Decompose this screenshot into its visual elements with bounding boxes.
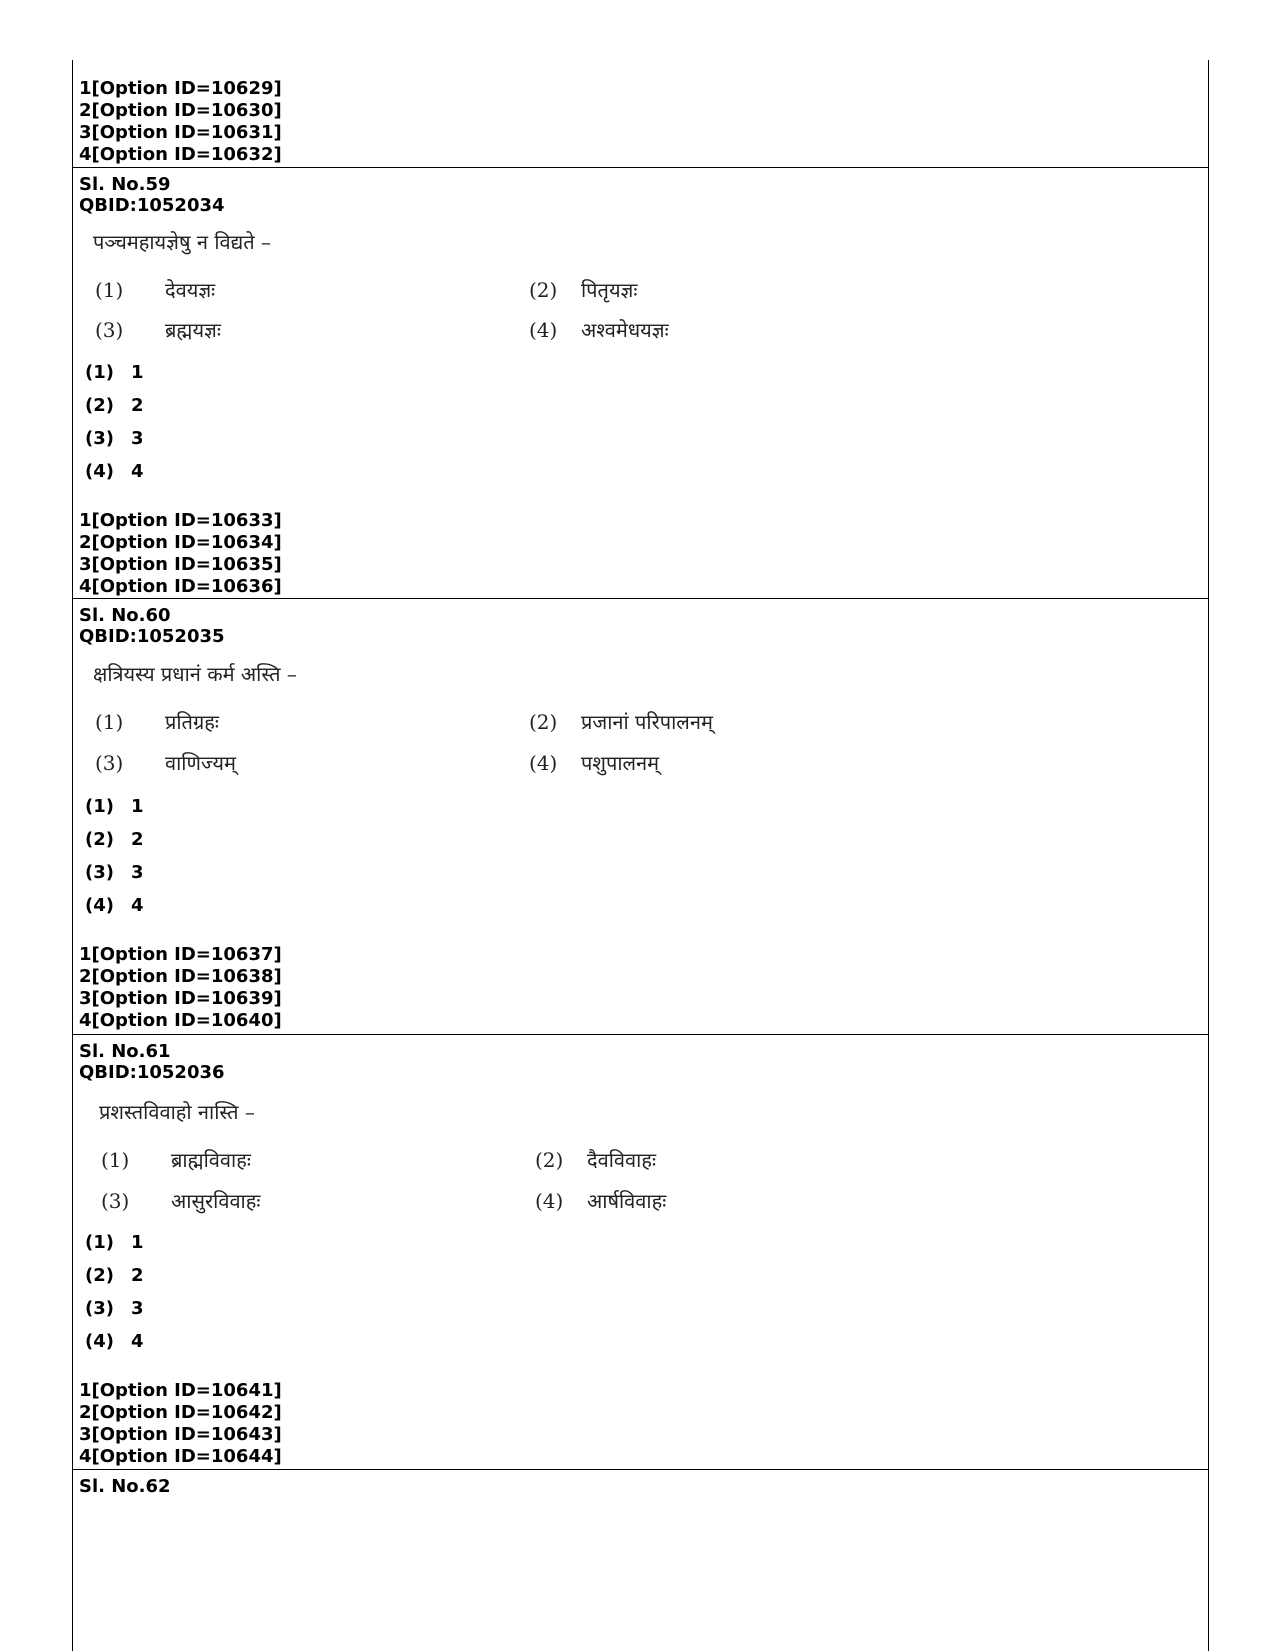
choice-text: पितृयज्ञः: [581, 278, 638, 302]
option-id-list: [79, 1380, 282, 1468]
answer-option: (3) 3: [85, 1298, 144, 1319]
option-id: 1[Option ID=10641]: [79, 1380, 282, 1401]
choice: [95, 749, 236, 776]
question-text: पञ्चमहायज्ञेषु न विद्यते –: [93, 230, 272, 254]
option-id: 3[Option ID=10639]: [79, 988, 282, 1009]
choice: [529, 749, 659, 776]
choice: [95, 316, 221, 343]
option-id: 2[Option ID=10630]: [79, 100, 282, 121]
choice-number: (2): [529, 710, 558, 734]
choice-text: ब्रह्मयज्ञः: [165, 318, 221, 342]
serial-number: Sl. No.59: [79, 174, 171, 195]
option-id-list: [79, 944, 282, 1032]
serial-number: Sl. No.62: [79, 1476, 171, 1497]
option-id-list: [79, 78, 282, 166]
answer-option: (2) 2: [85, 1265, 144, 1286]
choice-text: वाणिज्यम्: [165, 751, 236, 775]
option-id: 1[Option ID=10637]: [79, 944, 282, 965]
option-id: 3[Option ID=10643]: [79, 1424, 282, 1445]
choice: [529, 316, 669, 343]
option-id: 3[Option ID=10631]: [79, 122, 282, 143]
choice-text: ब्राह्मविवाहः: [171, 1148, 251, 1172]
answer-option: (2) 2: [85, 829, 144, 850]
answer-option: (1) 1: [85, 362, 144, 383]
qbid: QBID:1052036: [79, 1062, 225, 1083]
choice-text: प्रतिग्रहः: [165, 710, 219, 734]
choice-number: (3): [95, 751, 124, 775]
choice-text: आर्षविवाहः: [587, 1189, 667, 1213]
answer-option: (1) 1: [85, 796, 144, 817]
choice-number: (1): [95, 710, 124, 734]
choice: [529, 708, 713, 735]
choice-text: अश्वमेधयज्ञः: [581, 318, 669, 342]
option-id: 3[Option ID=10635]: [79, 554, 282, 575]
qbid: QBID:1052035: [79, 626, 225, 647]
serial-number: Sl. No.61: [79, 1041, 171, 1062]
answer-option: (3) 3: [85, 862, 144, 883]
question-paper-frame: [72, 60, 1209, 1651]
choice: [535, 1187, 666, 1214]
option-id: 4[Option ID=10636]: [79, 576, 282, 597]
option-id: 4[Option ID=10640]: [79, 1010, 282, 1031]
option-id: 2[Option ID=10634]: [79, 532, 282, 553]
choice-number: (1): [101, 1148, 130, 1172]
option-id: 1[Option ID=10629]: [79, 78, 282, 99]
choice-text: पशुपालनम्: [581, 751, 660, 775]
choice-text: आसुरविवाहः: [171, 1189, 261, 1213]
qbid: QBID:1052034: [79, 195, 225, 216]
question-text: क्षत्रियस्य प्रधानं कर्म अस्ति –: [93, 662, 297, 686]
choice-text: देवयज्ञः: [165, 278, 216, 302]
choice: [529, 276, 637, 303]
choice-number: (4): [535, 1189, 564, 1213]
choice: [95, 276, 215, 303]
answer-option: (4) 4: [85, 1331, 144, 1352]
choice-number: (2): [529, 278, 558, 302]
choice: [535, 1146, 656, 1173]
choice: [101, 1146, 251, 1173]
choice-number: (4): [529, 318, 558, 342]
choice-number: (1): [95, 278, 124, 302]
choice-number: (4): [529, 751, 558, 775]
option-id: 1[Option ID=10633]: [79, 510, 282, 531]
choice-number: (2): [535, 1148, 564, 1172]
answer-option: (4) 4: [85, 461, 144, 482]
option-id: 4[Option ID=10644]: [79, 1446, 282, 1467]
choice: [101, 1187, 260, 1214]
choice-text: प्रजानां परिपालनम्: [581, 710, 713, 734]
question-block: [73, 168, 1208, 598]
option-id-list: [79, 510, 282, 598]
answer-option: (3) 3: [85, 428, 144, 449]
option-id: 2[Option ID=10638]: [79, 966, 282, 987]
option-id: 4[Option ID=10632]: [79, 144, 282, 165]
option-id: 2[Option ID=10642]: [79, 1402, 282, 1423]
choice-text: दैवविवाहः: [587, 1148, 656, 1172]
divider: [73, 1469, 1208, 1470]
question-block: [73, 1035, 1208, 1470]
answer-option: (4) 4: [85, 895, 144, 916]
choice: [95, 708, 219, 735]
question-text: प्रशस्तविवाहो नास्ति –: [99, 1100, 255, 1124]
choice-number: (3): [95, 318, 124, 342]
choice-number: (3): [101, 1189, 130, 1213]
answer-option: (2) 2: [85, 395, 144, 416]
serial-number: Sl. No.60: [79, 605, 171, 626]
question-block: [73, 599, 1208, 1034]
answer-option: (1) 1: [85, 1232, 144, 1253]
